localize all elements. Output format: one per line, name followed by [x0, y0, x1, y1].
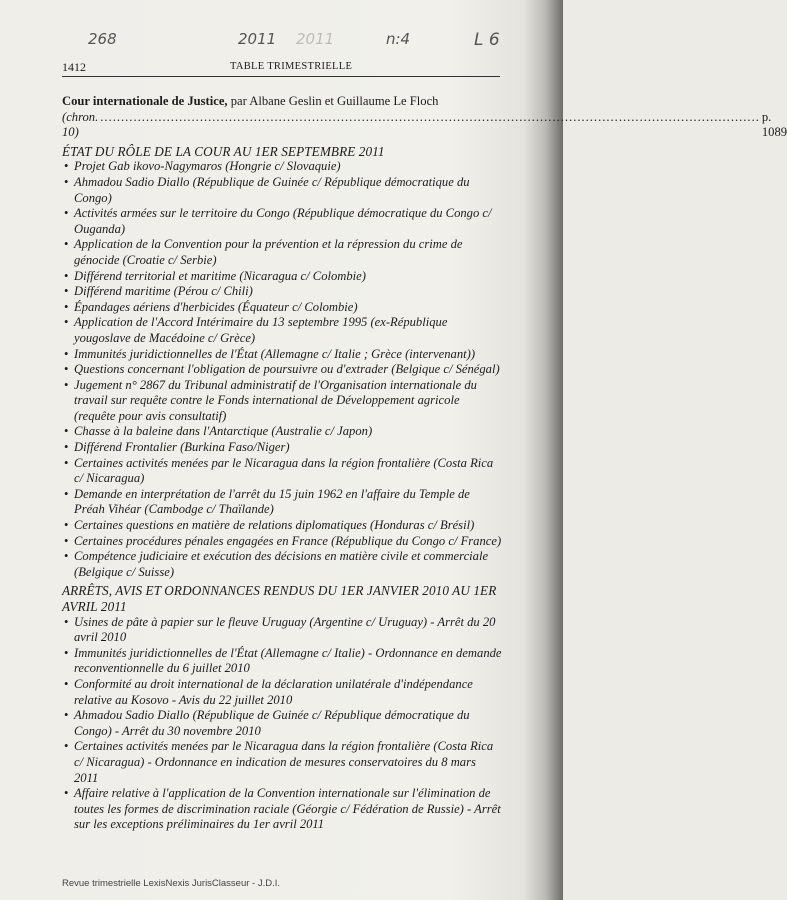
main-content: [62, 94, 787, 833]
section-title-decisions: ARRÊTS, AVIS ET ORDONNANCES RENDUS DU 1ER JANVIER 2010 AU 1ER AVRIL 2011: [62, 583, 497, 614]
case-item: • Affaire relative à l'application de la Convention internationale sur l'élimination de toutes les formes de discrimination raciale (Géorgie c/ Fédération de Russie) - Arrêt sur les exceptions préliminaires du 1er avril 2011: [62, 786, 502, 833]
case-item: • Épandages aériens d'herbicides (Équateur c/ Colombie): [62, 300, 502, 316]
handwritten-note-faint: 2011: [296, 30, 335, 48]
case-item: • Demande en interprétation de l'arrêt du 15 juin 1962 en l'affaire du Temple de Préah Vihéar (Cambodge c/ Thaïlande): [62, 487, 502, 518]
article-chron: (chron. 10): [62, 109, 99, 140]
handwritten-note-left: 268: [88, 30, 117, 48]
case-item: • Certaines activités menées par le Nicaragua dans la région frontalière (Costa Rica c/ Nicaragua) - Ordonnance en indication de mesures conservatoires du 8 mars 2011: [62, 739, 502, 786]
case-item: • Usines de pâte à papier sur le fleuve Uruguay (Argentine c/ Uruguay) - Arrêt du 20 avril 2010: [62, 615, 502, 646]
case-item: • Certaines activités menées par le Nicaragua dans la région frontalière (Costa Rica c/ Nicaragua): [62, 456, 502, 487]
handwritten-note-year: 2011: [238, 30, 277, 48]
case-list-decisions: [62, 615, 502, 833]
case-item: • Chasse à la baleine dans l'Antarctique (Australie c/ Japon): [62, 424, 502, 440]
case-item: • Immunités juridictionnelles de l'État (Allemagne c/ Italie ; Grèce (intervenant)): [62, 347, 502, 363]
page-number: 1412: [62, 60, 86, 74]
case-item: • Ahmadou Sadio Diallo (République de Guinée c/ République démocratique du Congo): [62, 175, 502, 206]
page-footer: Revue trimestrielle LexisNexis JurisClasseur - J.D.I.: [62, 878, 281, 889]
running-head-title: TABLE TRIMESTRIELLE: [230, 61, 353, 72]
case-item: • Projet Gab ikovo-Nagymaros (Hongrie c/ Slovaquie): [62, 159, 502, 175]
case-item: • Jugement n° 2867 du Tribunal administratif de l'Organisation internationale du travail sur requête contre le Fonds international de Développement agricole (requête pour avis consultatif): [62, 378, 502, 425]
case-item: • Immunités juridictionnelles de l'État (Allemagne c/ Italie) - Ordonnance en demande reconventionnelle du 6 juillet 2010: [62, 646, 502, 677]
case-item: • Application de la Convention pour la prévention et la répression du crime de génocide (Croatie c/ Serbie): [62, 237, 502, 268]
case-item: • Activités armées sur le territoire du Congo (République démocratique du Congo c/ Ouganda): [62, 206, 502, 237]
case-list-role: [62, 159, 502, 580]
article-ref-row: [62, 109, 787, 141]
case-item: • Différend Frontalier (Burkina Faso/Niger): [62, 440, 502, 456]
section-title-role: ÉTAT DU RÔLE DE LA COUR AU 1ER SEPTEMBRE 2011: [62, 143, 385, 159]
case-item: • Questions concernant l'obligation de poursuivre ou d'extrader (Belgique c/ Sénégal): [62, 362, 502, 378]
article-entry: [62, 94, 787, 141]
handwritten-note-right: L 6: [474, 30, 500, 50]
article-court: Cour internationale de Justice,: [62, 94, 228, 108]
article-page-ref: p. 1089: [761, 109, 787, 140]
case-item: • Certaines questions en matière de relations diplomatiques (Honduras c/ Brésil): [62, 518, 502, 534]
case-item: • Application de l'Accord Intérimaire du 13 septembre 1995 (ex-République yougoslave de Macédoine c/ Grèce): [62, 315, 502, 346]
case-item: • Compétence judiciaire et exécution des décisions en matière civile et commerciale (Belgique c/ Suisse): [62, 549, 502, 580]
handwritten-note-issue: n:4: [386, 30, 411, 48]
case-item: • Conformité au droit international de la déclaration unilatérale d'indépendance relative au Kosovo - Avis du 22 juillet 2010: [62, 677, 502, 708]
case-item: • Certaines procédures pénales engagées en France (République du Congo c/ France): [62, 534, 502, 550]
case-item: • Différend territorial et maritime (Nicaragua c/ Colombie): [62, 269, 502, 285]
case-item: • Ahmadou Sadio Diallo (République de Guinée c/ République démocratique du Congo) - Arrêt du 30 novembre 2010: [62, 708, 502, 739]
article-authors: par Albane Geslin et Guillaume Le Floch: [227, 94, 439, 108]
running-head: [62, 60, 500, 77]
case-item: • Différend maritime (Pérou c/ Chili): [62, 284, 502, 300]
dot-leader: ...............................................................................................................................................................: [100, 109, 760, 124]
